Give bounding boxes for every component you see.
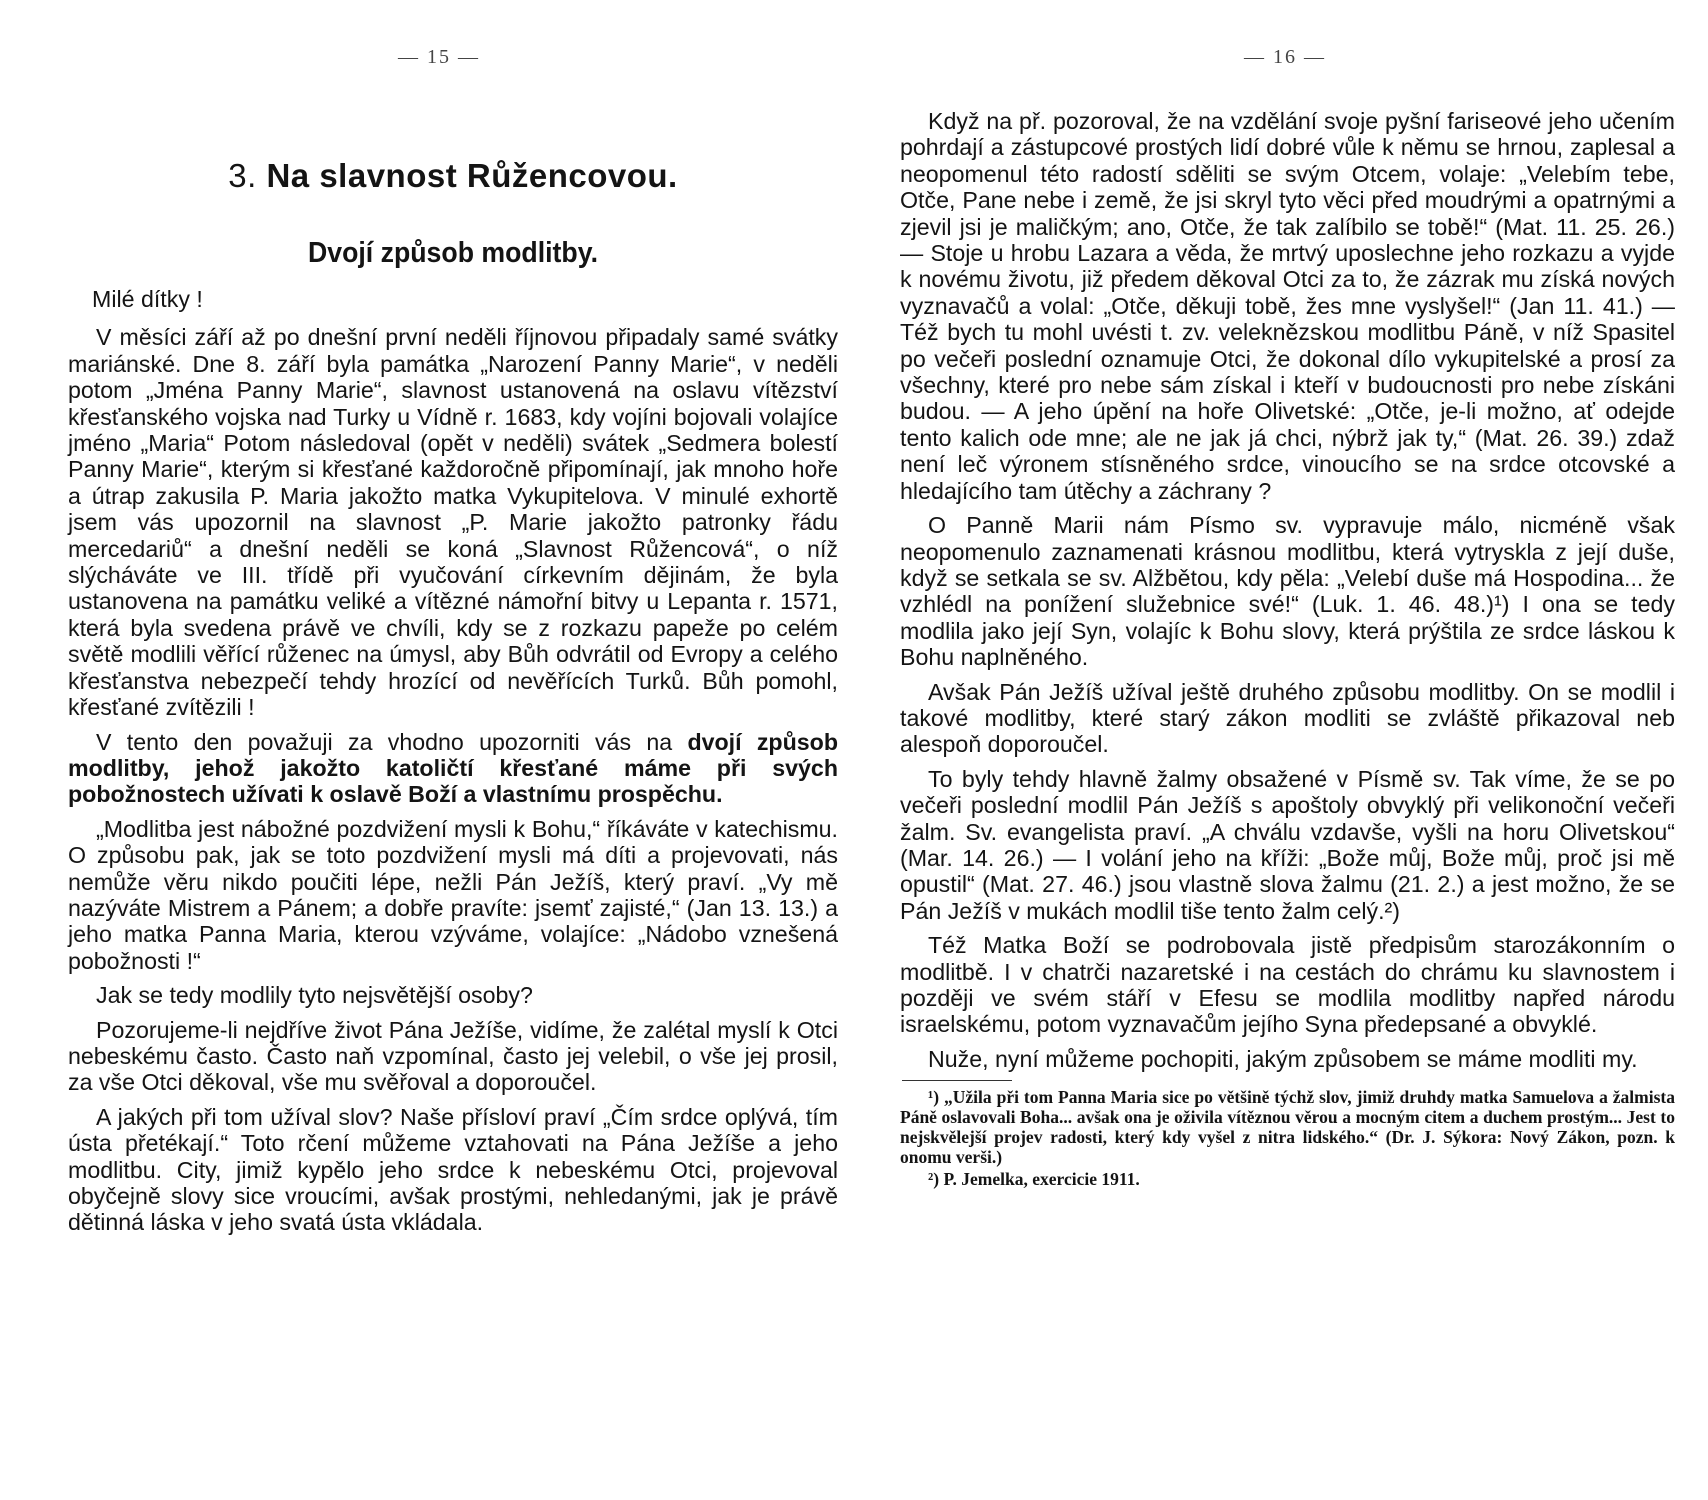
footnote: ¹) „Užila při tom Panna Maria sice po většině týchž slov, jimiž druhdy matka Samuelova a žalmista Páně oslavovali Boha... avšak ona je oživila vítěznou věrou a mocným citem a duchem prostým... Jest to nejskvělejší projev radosti, který kdy vyšel z nitra lidského.“ (Dr. J. Sýkora: Nový Zákon, pozn. k onomu verši.) xyxy=(900,1087,1675,1168)
paragraph: Též Matka Boží se podrobovala jistě předpisům starozákonním o modlitbě. I v chatrči nazaretské i na cestách do chrámu ku slavnostem i později ve svém stáří v Efesu se modlila modlitby napřed národu israelskému, potom vyznavačům jejího Syna předepsané a obvyklé. xyxy=(900,932,1675,1038)
right-text-column xyxy=(900,108,1675,1191)
paragraph: „Modlitba jest nábožné pozdvižení mysli k Bohu,“ říkáváte v katechismu. O způsobu pak, jak se toto pozdvižení mysli má díti a projevovati, nás nemůže věru nikdo poučiti lépe, nežli Pán Ježíš, který praví. „Vy mě nazýváte Mistrem a Pánem; a dobře pravíte: jsemť zajisté,“ (Jan 13. 13.) a jeho matka Panna Maria, kterou vzýváme, volajíce: „Nádobo vznešená pobožnosti !“ xyxy=(68,815,838,974)
paragraph: A jakých při tom užíval slov? Naše přísloví praví „Čím srdce oplývá, tím ústa přetékají.“ Toto rčení můžeme vztahovati na Pána Ježíše a jeho modlitbu. City, jimiž kypělo jeho srdce k nebeskému Otci, projevoval obyčejně slovy sice vroucími, avšak prostými, nehledanými, jak je právě dětinná láska v jeho svatá ústa vkládala. xyxy=(68,1103,838,1236)
footnote: ²) P. Jemelka, exercicie 1911. xyxy=(928,1169,1140,1190)
paragraph: Pozorujeme-li nejdříve život Pána Ježíše, vidíme, že zalétal myslí k Otci nebeskému často. Často naň vzpomínal, často jej velebil, o vše jej prosil, za vše Otci děkoval, vše mu svěřoval a doporoučel. xyxy=(68,1016,838,1096)
left-text-column xyxy=(68,76,838,1244)
section-subtitle: Dvojí způsob modlitby. xyxy=(307,237,599,269)
right-page xyxy=(854,0,1708,1500)
paragraph: To byly tehdy hlavně žalmy obsažené v Písmě sv. Tak víme, že se po večeři poslední modlil Pán Ježíš s apoštoly obvyklý při velikonoční večeři žalm. Sv. evangelista praví. „A chválu vzdavše, vyšli na horu Olivetskou“ (Mar. 14. 26.) — I volání jeho na kříži: „Bože můj, Bože můj, proč jsi mě opustil“ (Mat. 27. 46.) jsou vlastně slova žalmu (21. 2.) a jest možno, že se Pán Ježíš v mukách modlil tiše tento žalm celý.²) xyxy=(900,765,1675,924)
paragraph-emphasis xyxy=(68,729,838,808)
paragraph: Avšak Pán Ježíš užíval ještě druhého způsobu modlitby. On se modlil i takové modlitby, které starý zákon modliti se zvláště přikazoval neb alespoň doporoučel. xyxy=(900,678,1675,758)
paragraph: V měsíci září až po dnešní první neděli říjnovou připadaly samé svátky mariánské. Dne 8. září byla památka „Narození Panny Marie“, v neděli potom „Jména Panny Marie“, slavnost ustanovená na oslavu vítězství křesťanského vojska nad Turky u Vídně r. 1683, kdy vojíni bojovali volajíce jméno „Maria“ Potom následoval (opět v neděli) svátek „Sedmera bolestí Panny Marie“, kterým si křesťané každoročně připomínají, jak mnoho hoře a útrap zakusila P. Maria jakožto matka Vykupitelova. V minulé exhortě jsem vás upozornil na slavnost „P. Marie jakožto patronky řádu mercedariů“ a dnešní neděli se koná „Slavnost Růžencová“, o níž slýcháváte ve III. třídě při vyučování církevním dějinám, že byla ustanovena na památku veliké a vítězné námořní bitvy u Lepanta r. 1571, která byla svedena právě ve chvíli, kdy se z rozkazu papeže po celém světě modlili věřící růženec na úmysl, aby Bůh odvrátil od Evropy a celého křesťanstva nebezpečí tehdy hrozící od nevěřících Turků. Bůh pomohl, křesťané zvítězili ! xyxy=(68,324,838,721)
page-number: — 15 — xyxy=(398,46,480,68)
paragraph: Když na př. pozoroval, že na vzdělání svoje pyšní fariseové jeho učením pohrdají a zástupcové prostých lidí dobré vůle k němu se hrnou, zaplesal a neopomenul této radostí sděliti se svým Otcem, volaje: „Velebím tebe, Otče, Pane nebe i země, že jsi skryl tyto věci před moudrými a opatrnými a zjevil jsi je maličkým; ano, Otče, že tak zalíbilo se tobě!“ (Mat. 11. 25. 26.) — Stoje u hrobu Lazara a věda, že mrtvý uposlechne jeho rozkazu a vyjde k novému životu, již předem děkoval Otci za to, že zázrak mu získá nových vyznavačů a volal: „Otče, děkuji tobě, žes mne vyslyšel!“ (Jan 11. 41.) — Též bych tu mohl uvésti t. zv. veleknězskou modlitbu Páně, v níž Spasitel po večeři poslední oznamuje Otci, že dokonal dílo vykupitelské a prosí za všechny, které pro nebe sám získal i kteří v budoucnosti pro nebe získáni budou. — A jeho úpění na hoře Olivetské: „Otče, je-li možno, ať odejde tento kalich ode mne; ale ne jak já chci, nýbrž jak ty,“ (Mat. 26. 39.) zdaž není leč výronem stísněného srdce, vinoucího se na srdce otcovské a hledajícího tam útěchy a záchrany ? xyxy=(900,108,1675,504)
paragraph: O Panně Marii nám Písmo sv. vypravuje málo, nicméně však neopomenulo zaznamenati krásnou modlitbu, která vytryskla z její duše, když se setkala se sv. Alžbětou, kdy pěla: „Velebí duše má Hospodina... že vzhlédl na ponížení služebnice své!“ (Luk. 1. 46. 48.)¹) I ona se tedy modlila jako její Syn, volajíc k Bohu slovy, která prýštila ze srdce láskou k Bohu naplněného. xyxy=(900,512,1675,671)
paragraph-emphasis-lead: V tento den považuji za vhodno upozorniti vás na xyxy=(96,728,673,755)
paragraph: Jak se tedy modlily tyto nejsvětější osoby? xyxy=(96,982,533,1009)
chapter-title-text: Na slavnost Růžencovou. xyxy=(266,157,678,194)
paragraph-emphasis-bold: dvojí způsob modlitby, jehož jakožto katoličtí křesťané máme při svých pobožnostech užívati k oslavě Boží a vlastnímu prospěchu. xyxy=(68,728,838,808)
chapter-number: 3. xyxy=(228,157,257,194)
paragraph: Nuže, nyní můžeme pochopiti, jakým způsobem se máme modliti my. xyxy=(928,1045,1638,1072)
greeting: Milé dítky ! xyxy=(92,286,203,312)
footnote-divider xyxy=(902,1080,1012,1081)
footnotes xyxy=(900,1087,1675,1189)
page-number: — 16 — xyxy=(1244,46,1326,68)
chapter-title xyxy=(68,156,838,196)
